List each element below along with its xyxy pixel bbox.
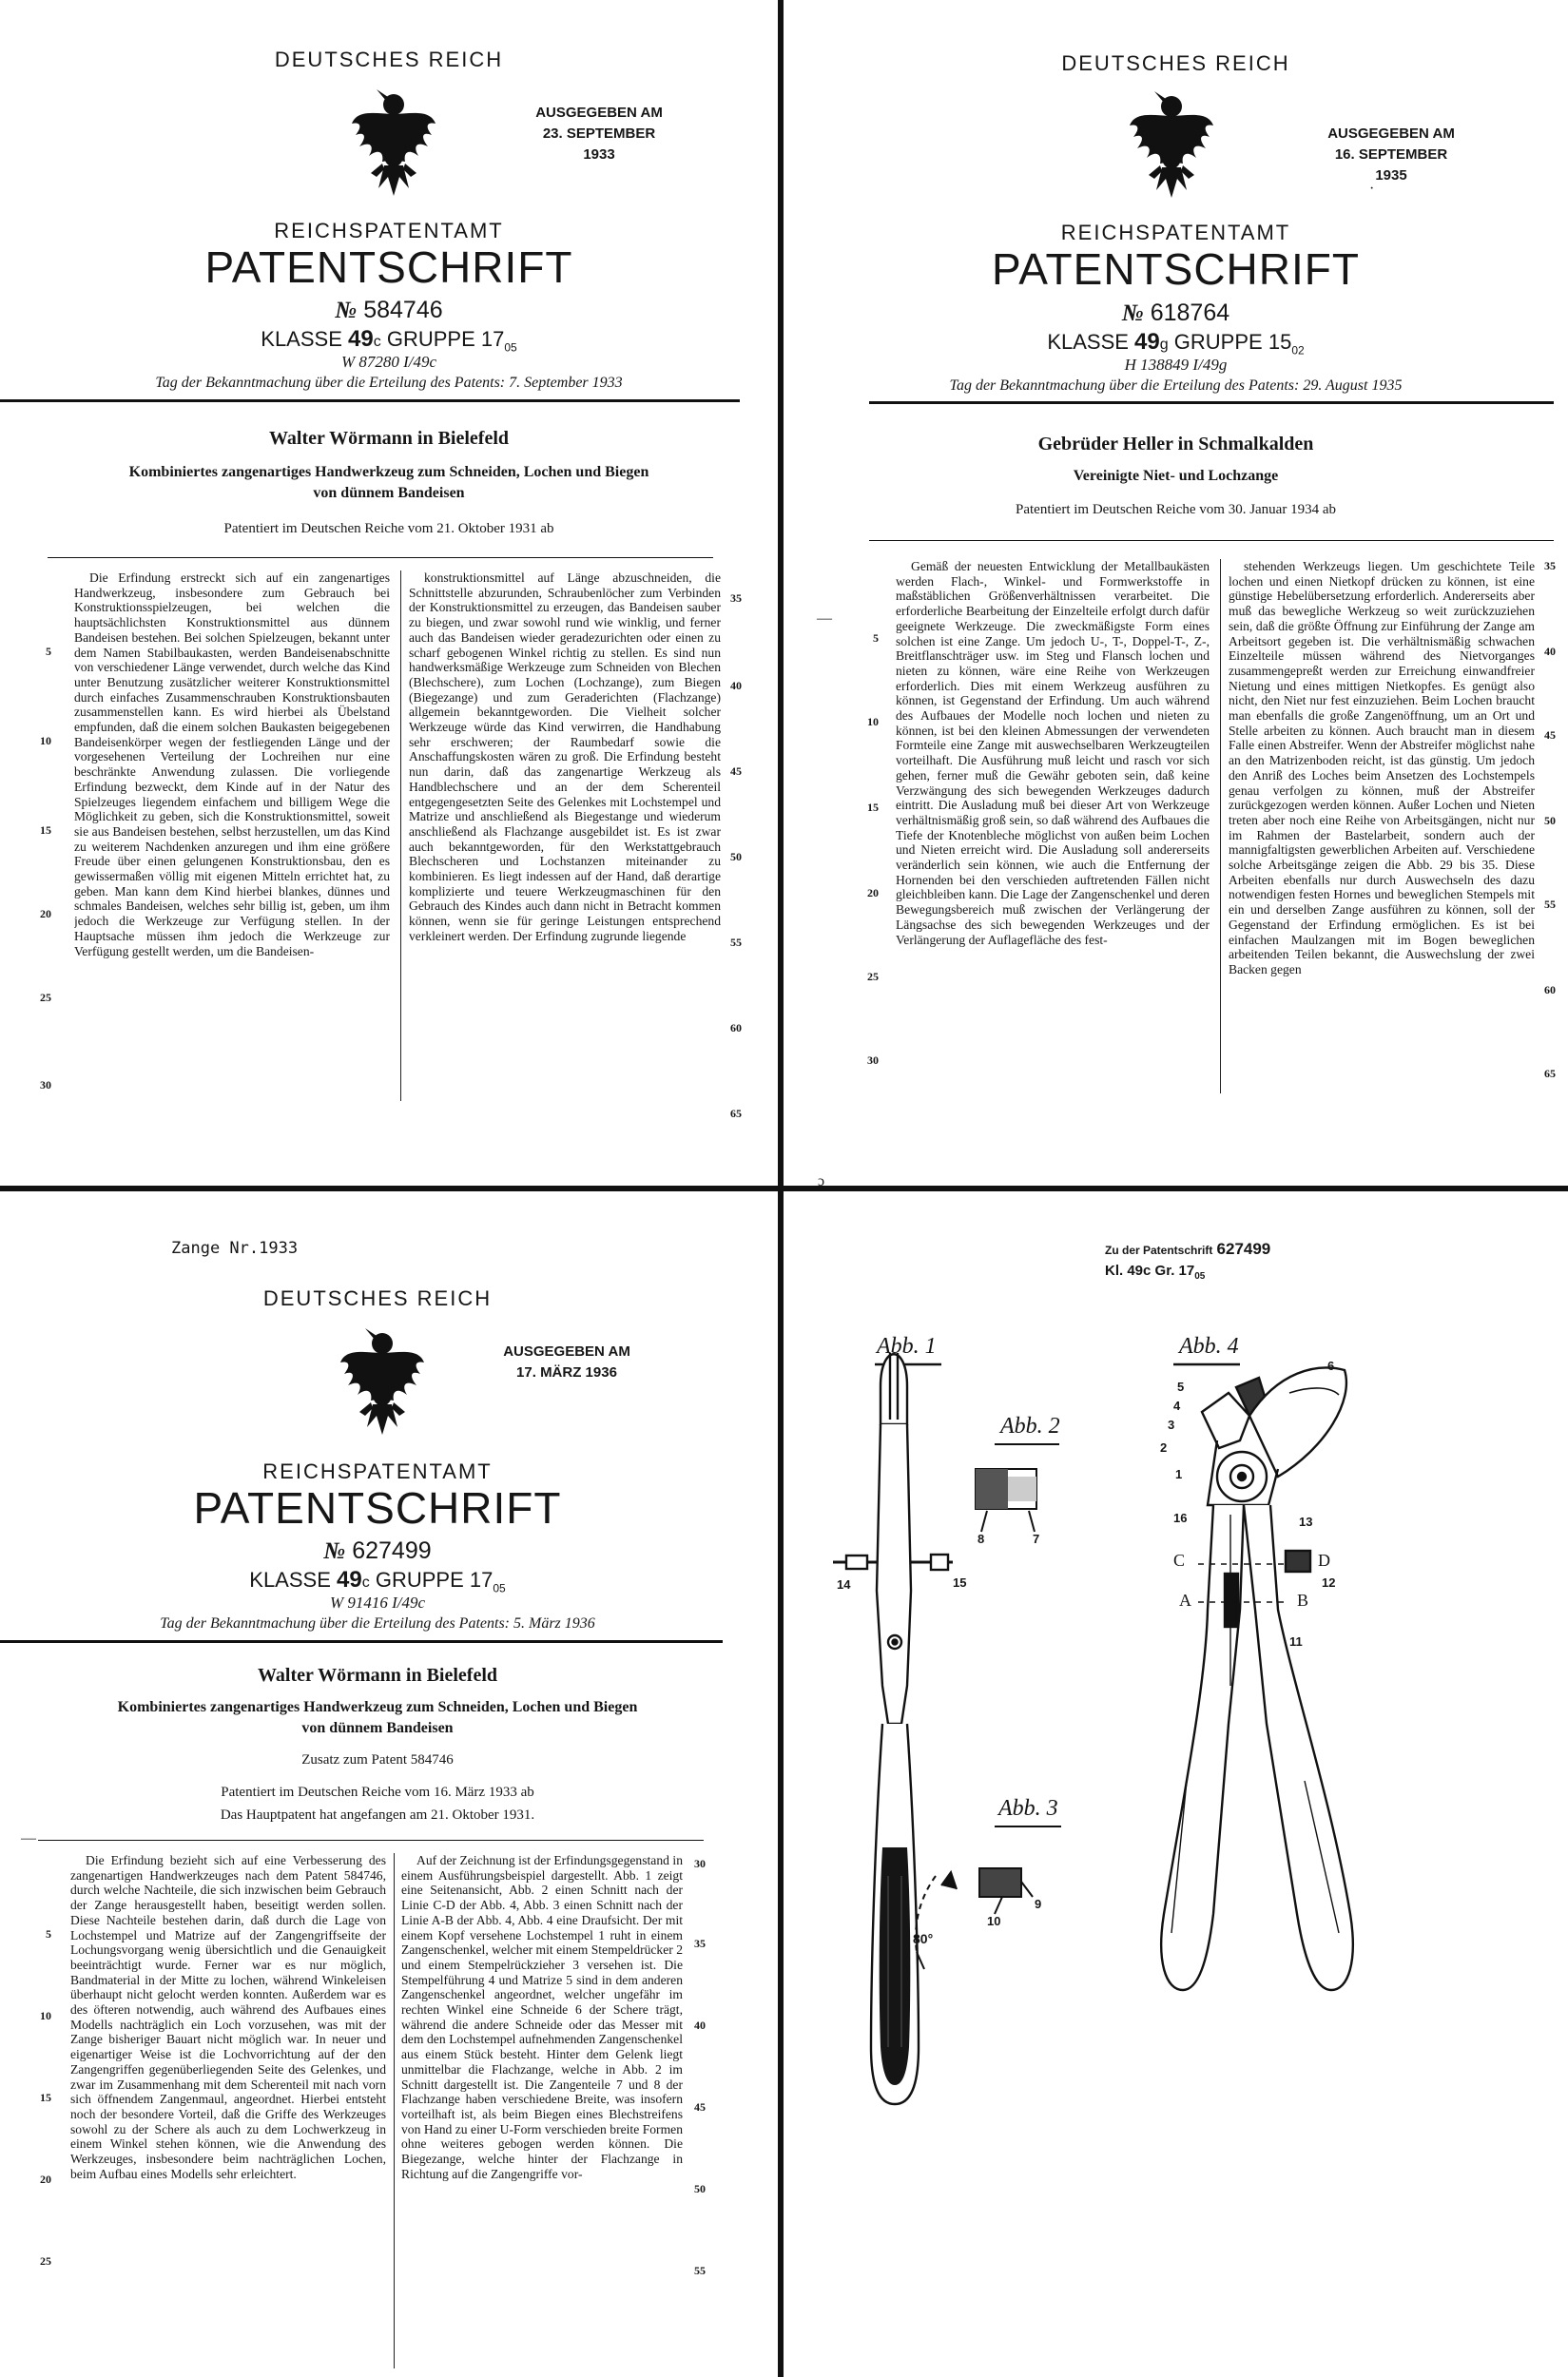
patent-number (0, 297, 778, 324)
patent-title-line2: von dünnem Bandeisen (313, 485, 465, 501)
office-name: REICHSPATENTAMT (274, 219, 504, 242)
line-number: 40 (694, 2019, 706, 2032)
line-number: 45 (1544, 728, 1556, 742)
klasse-label: KLASSE (1047, 330, 1129, 354)
gruppe-label: GRUPPE (386, 327, 475, 351)
line-number: 5 (46, 1927, 51, 1941)
ref-label: 13 (1299, 1515, 1313, 1529)
gruppe-value: 15 (1268, 330, 1292, 354)
patent-drawing-sheet (784, 1191, 1568, 2377)
ref-label: 1 (1175, 1467, 1183, 1481)
line-number: 55 (1544, 898, 1556, 911)
klasse-value: 49 (348, 326, 374, 352)
patent-title-line2: von dünnem Bandeisen (301, 1720, 454, 1736)
gruppe-sub: 02 (1291, 343, 1305, 358)
ref-label: 16 (1173, 1511, 1188, 1525)
line-number: 65 (1544, 1067, 1556, 1080)
announcement-date: Tag der Bekanntmachung über die Erteilung des Patents: 5. März 1936 (160, 1615, 595, 1632)
klasse-label: KLASSE (249, 1568, 331, 1592)
line-number: 10 (40, 734, 51, 747)
angle-label: 80° (913, 1931, 934, 1946)
body-column-right: stehenden Werkzeugs liegen. Um geschichtete Teile lochen und einen Nietkopf drücken zu können, ist eine günstige Hebelübersetzung erforderlich. Andererseits aber muß das bewegliche Werkzeug so weit zurückzuziehen sein, daß die größte Öffnung zur Einführung der Zange am Arbeitsort gegeben ist. Die verhältnismäßig schwachen Einzelteile müssen während des Nietvorganges zusammengepreßt werden zur Erreichung einwandfreier Nietung und eines mittigen Nietkopfes. Es genügt also nicht, den Niet nur fest einzuziehen. Beim Lochen braucht man ebenfalls die große Zangenöffnung, um an Ort und Stelle arbeiten zu können. Auch braucht man in diesem Falle einen Abstreifer. Wenn der Abstreifer möglichst nahe an den Matrizenboden reicht, ist das günstig. Um jedoch den Anriß des Loches beim Ansetzen des Lochstempels genau verfolgen zu können, muß der Abstreifer zurückgezogen werden können. Außer Lochen und Nieten treten aber noch eine Reihe von Arbeitsgängen, nicht nur im Rahmen der Bastelarbeit, sondern auch der mannigfaltigsten gewerblichen Arbeiten auf. Verschiedene solche Arbeitsgänge zeigen die Abb. 29 bis 35. Diese Arbeiten ebenfalls nur durch Auswechseln des dazu notwendigen festen Hornes und beweglichen Stempels mit ein und derselben Zange ausführen zu können, soll der Gegenstand der Erfindung ermöglichen. Es ist bei einfachen Maulzangen mit im Bogen beweglichen arbeitenden Teilen bekannt, die Auswechslung der zwei Backen gegen (1229, 559, 1535, 976)
patent-number (784, 300, 1568, 327)
patented-date: Patentiert im Deutschen Reiche vom 30. Januar 1934 ab (1016, 502, 1336, 517)
issued-date: 16. SEPTEMBER 1935 (1334, 146, 1448, 184)
patent-title: Vereinigte Niet- und Lochzange (1073, 468, 1279, 484)
line-number: 10 (40, 2009, 51, 2022)
ref-label: 10 (987, 1914, 1001, 1928)
ref-label: 8 (978, 1532, 985, 1546)
line-number: 50 (730, 850, 742, 863)
line-number: 65 (730, 1107, 742, 1120)
print-speck: · (1369, 181, 1375, 197)
plier-top-view (1161, 1364, 1353, 1990)
patent-title-line1: Kombiniertes zangenartiges Handwerkzeug zum Schneiden, Lochen und Biegen (128, 464, 649, 480)
patent-page-584746 (0, 0, 778, 1186)
issued-label: AUSGEGEBEN AM (1327, 126, 1455, 142)
plier-side-view (833, 1353, 953, 2104)
figure-2-label: Abb. 2 (1000, 1414, 1060, 1439)
body-rule (869, 540, 1554, 541)
margin-mark: — (21, 1830, 36, 1846)
section-line-b: B (1297, 1591, 1309, 1610)
country-heading: DEUTSCHES REICH (262, 1286, 493, 1310)
line-number: 20 (40, 2173, 51, 2186)
line-number: 30 (694, 1857, 706, 1870)
body-column-right: Auf der Zeichnung ist der Erfindungsgegenstand in einem Ausführungsbeispiel dargestellt. Abb. 1 zeigt eine Seitenansicht, Abb. 2 einen Schnitt nach der Linie C-D der Abb. 4, Abb. 3 einen Schnitt nach der Linie A-B der Abb. 4, Abb. 4 eine Draufsicht. Der mit einem Kopf versehene Lochstempel 1 ruht in einem Zangenschenkel, welcher mit einem Stempeldrücker 2 und einem Stempelrückzieher 3 versehen ist. Die Stempelführung 4 und Matrize 5 sind in dem anderen Zangenschenkel angeordnet, welcher ungefähr im rechten Winkel eine Schneide 6 der Schere trägt, während die andere Schneide oder das Messer mit dem den Lochstempel aufnehmenden Zangenschenkel aus einem Stück besteht. Hinter dem Gelenk liegt unmittelbar die Flachzange, welche in Abb. 2 im Schnitt dargestellt ist. Die Zangenteile 7 und 8 der Flachzange haben verschiedene Breite, was insofern vorteilhaft ist, als beim Biegen eines Blechstreifens von Hand zu einer U-Form verschieden breite Formen ohne weiteres gebogen werden können. Die Biegezange, welche hinter der Flachzange in Richtung auf die Zangengriffe vor- (401, 1853, 683, 2181)
issued-label: AUSGEGEBEN AM (535, 105, 663, 121)
section-c-d (976, 1444, 1059, 1532)
inventor-name: Walter Wörmann in Bielefeld (268, 428, 510, 449)
gruppe-sub: 05 (504, 340, 517, 355)
line-number: 55 (730, 936, 742, 949)
drawing-canvas (784, 1191, 1568, 2377)
patented-date: Patentiert im Deutschen Reiche vom 21. Oktober 1931 ab (223, 521, 554, 536)
line-number: 50 (694, 2182, 706, 2195)
line-number: 25 (867, 970, 879, 983)
document-type: PATENTSCHRIFT (193, 1483, 562, 1533)
ref-label: 12 (1322, 1575, 1336, 1590)
ref-label: 5 (1177, 1380, 1185, 1394)
addition-note: Zusatz zum Patent 584746 (301, 1752, 454, 1768)
margin-mark: ɔ (818, 1173, 825, 1186)
class-reference-sub: 05 (1194, 1271, 1206, 1282)
issued-date: 23. SEPTEMBER 1933 (542, 126, 656, 163)
class-line (0, 1567, 766, 1594)
body-column-left: Die Erfindung erstreckt sich auf ein zangenartiges Handwerkzeug, insbesondere zum Gebrauch bei Konstruktionsspielzeugen, bei welchen die hauptsächlichsten Konstruktionsmittel aus dünnem Bandeisen bestehen. Bei solchen Spielzeugen, bekannt unter dem Namen Stabilbaukasten, werden Bandeisenabschnitte von verschiedener Länge verwendet, durch welche das Kind unter Benutzung zusätzlicher weiterer Konstruktionsmittel durch einfaches Zusammenschrauben Konstruktionsbauten zusammenstellen kann. Es wird hierbei als Übelstand empfunden, daß die einem solchen Baukasten beigegebenen Bandeisenkörper wegen der festliegenden Länge und der vorgesehenen Verteilung der Lochreihen nur eine beschränkte Anwendung zulassen. Die vorliegende Erfindung bezweckt, dem Kinde auf in der Natur des Spielzeuges liegendem einfachem und billigem Wege die Möglichkeit zu geben, sich die Konstruktionsmittel, soweit sie aus Bandeisen bestehen, selbst herzustellen, um das Kind zu weiterem Nachdenken anzuregen und ihm eine größere Freude über einen gelungenen Konstruktionsbau, den es gewissermaßen völlig mit eigenen Mitteln errichtet hat, zu geben. Man kann dem Kind hierbei blankes, dünnes und schmales Bandeisen, welches sehr billig ist, geben, um ihm jedoch die Werkzeuge zur Verfügung stellen. In der Hauptsache müssen ihm jedoch die Werkzeuge zur Verfügung gestellt werden, um die Bandeisen- (74, 570, 390, 958)
klasse-sub: c (373, 334, 381, 350)
line-number: 15 (40, 2091, 51, 2104)
main-patent-date: Das Hauptpatent hat angefangen am 21. Oktober 1931. (220, 1807, 535, 1823)
line-number: 45 (694, 2100, 706, 2114)
section-line-a: A (1179, 1591, 1191, 1610)
gruppe-sub: 05 (493, 1581, 506, 1595)
klasse-sub: c (361, 1575, 370, 1591)
reference-number: 627499 (1216, 1240, 1271, 1258)
eagle-emblem-icon (1128, 87, 1215, 203)
figure-4-label: Abb. 4 (1179, 1334, 1239, 1359)
number-value: 584746 (363, 297, 443, 323)
column-divider (400, 570, 401, 1101)
aktenzeichen: W 91416 I/49c (329, 1594, 426, 1612)
issued-stamp (532, 103, 666, 165)
body-rule (38, 1840, 704, 1841)
klasse-sub: g (1159, 337, 1169, 353)
line-number: 45 (730, 764, 742, 778)
patent-page-627499 (0, 1191, 778, 2377)
line-number: 15 (867, 801, 879, 814)
body-column-left: Die Erfindung bezieht sich auf eine Verbesserung des zangenartigen Handwerkzeuges nach dem Patent 584746, durch welche Nachteile, die sich inzwischen beim Gebrauch der Zange herausgestellt haben, beseitigt werden sollen. Diese Nachteile bestehen darin, daß durch die Lage von Lochstempel und Matrize auf der Zangengriffseite der Lochungsvorgang wenig übersichtlich und die Genauigkeit beeinträchtigt wurde. Ferner war es nur möglich, Bandmaterial in der Mitte zu lochen, während Winkeleisen überhaupt nicht gelocht werden konnten. Außerdem war es des öfteren notwendig, auch während des Aufbaues eines Modells nachträglich ein Loch vorzusehen, was mit der Zange bisheriger Bauart nicht möglich war. In neuer und eigenartiger Weise ist die Lochvorrichtung auf der den Zangengriffen gegenüberliegenden Seite des Gelenkes, und zwar im Zusammenhang mit dem Scherenteil mit nach vorn sich öffnendem Zangenmaul, angeordnet. Hierbei entsteht noch der besondere Vorteil, daß die Griffe des Werkzeuges sowohl zu der Schere als auch zu dem Lochwerkzeug in einem Winkel stehen können, wie die Anwendung des Werkzeuges, insbesondere beim nachträglichen Lochen, beim Aufbau eines Modells sehr erleichtert. (70, 1853, 386, 2181)
header-rule (869, 401, 1554, 404)
klasse-value: 49 (1134, 329, 1160, 355)
klasse-label: KLASSE (261, 327, 342, 351)
country-heading: DEUTSCHES REICH (274, 48, 504, 71)
ref-label: 7 (1033, 1532, 1040, 1546)
number-value: 627499 (352, 1537, 432, 1564)
line-number: 25 (40, 2254, 51, 2268)
line-number: 60 (730, 1021, 742, 1034)
vertical-divider (778, 0, 784, 1188)
gruppe-label: GRUPPE (1173, 330, 1263, 354)
line-number: 35 (730, 591, 742, 605)
number-mark: № (1121, 300, 1144, 326)
section-line-c: C (1173, 1551, 1186, 1570)
eagle-emblem-icon (350, 86, 437, 202)
patent-number (0, 1537, 766, 1565)
margin-mark: — (817, 610, 832, 627)
announcement-date: Tag der Bekanntmachung über die Erteilung des Patents: 7. September 1933 (155, 375, 623, 391)
issued-stamp (1320, 124, 1462, 186)
class-line (0, 326, 778, 354)
ref-label: 11 (1289, 1634, 1303, 1649)
gruppe-label: GRUPPE (375, 1568, 464, 1592)
figure-3-label: Abb. 3 (998, 1796, 1058, 1821)
number-value: 618764 (1150, 300, 1230, 326)
line-number: 50 (1544, 814, 1556, 827)
aktenzeichen: H 138849 I/49g (1124, 356, 1228, 374)
ref-label: 15 (953, 1575, 967, 1590)
line-number: 40 (1544, 645, 1556, 658)
line-number: 5 (873, 631, 879, 645)
klasse-value: 49 (337, 1567, 362, 1593)
patent-title-line1: Kombiniertes zangenartiges Handwerkzeug zum Schneiden, Lochen und Biegen (117, 1699, 638, 1715)
issued-stamp (500, 1342, 633, 1383)
section-line-d: D (1318, 1551, 1330, 1570)
header-rule (0, 1640, 723, 1643)
office-name: REICHSPATENTAMT (1060, 221, 1291, 244)
inventor-name: Walter Wörmann in Bielefeld (257, 1665, 498, 1686)
archive-note: Zange Nr.1933 (171, 1239, 299, 1258)
ref-label: 9 (1035, 1897, 1042, 1911)
number-mark: № (323, 1538, 346, 1564)
line-number: 60 (1544, 983, 1556, 996)
number-mark: № (335, 298, 358, 323)
issued-label: AUSGEGEBEN AM (503, 1343, 630, 1360)
body-column-right: konstruktionsmittel auf Länge abzuschneiden, die Schnittstelle abzurunden, Schraubenlöcher zum Verbinden der Konstruktionsmittel zu erzeugen, das Bandeisen sauber zu biegen, und zwar sowohl rund wie winklig, und ferner auch das Bandeisen wieder geradezurichten oder einen zu scharf gebogenen Winkel richtig zu stellen. Es sind nun handwerksmäßige Werkzeuge zum Schneiden von Blechen (Blechschere), zum Lochen (Lochzange), zum Biegen (Biegezange) und zum Geraderichten (Flachzange) allgemein bekanntgeworden. Die Vielheit solcher Werkzeuge würde das Kind verwirren, die Handhabung sehr erschweren; der Raumbedarf sowie die Anschaffungskosten wären zu groß. Die Erfindung besteht nun darin, daß das zangenartige Werkzeug als Handblechschere und an der dem Scherenteil entgegengesetzten Seite des Gelenkes mit Lochstempel und Matrize und anschließend als Biegestange und wiederum anschließend als Flachzange ausgebildet ist. Es ist zwar auch bekanntgeworden, für den Werkstattgebrauch Blechscheren und Lochstanzen miteinander zu kombinieren. Es liegt indessen auf der Hand, daß derartige komplizierte und teuere Werkzeugmaschinen für den Gebrauch des Kindes auch dann nicht in Betracht kommen können, wenn sie für geringe Leistungen entsprechend verkleinert werden. Der Erfindung zugrunde liegende (409, 570, 721, 943)
column-divider (1220, 559, 1221, 1093)
office-name: REICHSPATENTAMT (262, 1459, 493, 1483)
ref-label: 6 (1327, 1359, 1335, 1373)
column-divider (394, 1853, 395, 2368)
line-number: 5 (46, 645, 51, 658)
announcement-date: Tag der Bekanntmachung über die Erteilung des Patents: 29. August 1935 (949, 377, 1403, 394)
line-number: 55 (694, 2264, 706, 2277)
line-number: 10 (867, 715, 879, 728)
class-line (784, 329, 1568, 357)
gruppe-value: 17 (480, 327, 505, 351)
line-number: 15 (40, 823, 51, 837)
body-column-left: Gemäß der neuesten Entwicklung der Metallbaukästen werden Flach-, Winkel- und Formwerkstoffe in maßstäblichen Größenverhältnissen verarbeitet. Die erforderliche Bearbeitung der Einzelteile erfolgt durch dafür geeignete Werkzeuge. Die zweckmäßigste Form eines solchen ist eine Zange. Um jedoch U-, T-, Doppel-T-, Z-, Breitflanschträger usw. im Steg und Flansch lochen und nieten zu können, wäre eine Reihe von Werkzeugen erforderlich. Dies mit einem Werkzeug ausführen zu können, ist Gegenstand der Erfindung. Um auch während des Aufbaues der Modelle noch lochen und nieten zu können, ist bei den kleinen Abmessungen der verwendeten Formteile eine Zange mit auswechselbaren Werkzeugteilen vorteilhaft. Die Ausführung muß leicht und rasch vor sich gehen, ferner muß die Gewähr geboten sein, daß keine Verzwängung des sich bewegenden Werkzeuges dadurch eintritt. Die Ausladung muß bei dieser Art von Werkzeuge verhältnismäßig groß sein, so daß während des Aufbaues die Tiefe der Knotenbleche möglichst von außen beim Lochen und Nieten erreicht wird. Die Ausladung soll andererseits veränderlich sein können, wie auch die Entfernung der Hornenden bei den verschieden auftretenden Fällen nicht gleichbleiben kann. Die Lage der Zangenschenkel und deren Bewegungsbereich muß zwischen der Verlängerung der Längsachse des sich bewegenden Werkzeuges und der Verlängerung der Auflagefläche des fest- (896, 559, 1210, 947)
ref-label: 2 (1160, 1440, 1168, 1455)
ref-label: 14 (837, 1577, 851, 1592)
line-number: 20 (867, 886, 879, 899)
patented-date: Patentiert im Deutschen Reiche vom 16. März 1933 ab (221, 1785, 534, 1800)
line-number: 40 (730, 679, 742, 692)
document-type: PATENTSCHRIFT (204, 242, 573, 292)
line-number: 30 (40, 1078, 51, 1092)
figure-1-label: Abb. 1 (877, 1334, 937, 1359)
header-rule (0, 399, 740, 402)
document-type: PATENTSCHRIFT (992, 244, 1360, 294)
body-rule (48, 557, 713, 558)
line-number: 35 (694, 1937, 706, 1950)
gruppe-value: 17 (469, 1568, 494, 1592)
ref-label: 4 (1173, 1399, 1181, 1413)
aktenzeichen: W 87280 I/49c (340, 353, 437, 371)
line-number: 35 (1544, 559, 1556, 572)
reference-label: Zu der Patentschrift (1105, 1244, 1213, 1257)
line-number: 30 (867, 1053, 879, 1067)
line-number: 25 (40, 991, 51, 1004)
country-heading: DEUTSCHES REICH (1061, 51, 1290, 75)
class-reference: Kl. 49c Gr. 17 (1105, 1263, 1195, 1279)
eagle-emblem-icon (339, 1324, 426, 1440)
patent-page-618764 (784, 0, 1568, 1186)
issued-date: 17. MÄRZ 1936 (516, 1364, 617, 1381)
company-name: Gebrüder Heller in Schmalkalden (1037, 434, 1314, 454)
ref-label: 3 (1168, 1418, 1175, 1432)
line-number: 20 (40, 907, 51, 920)
